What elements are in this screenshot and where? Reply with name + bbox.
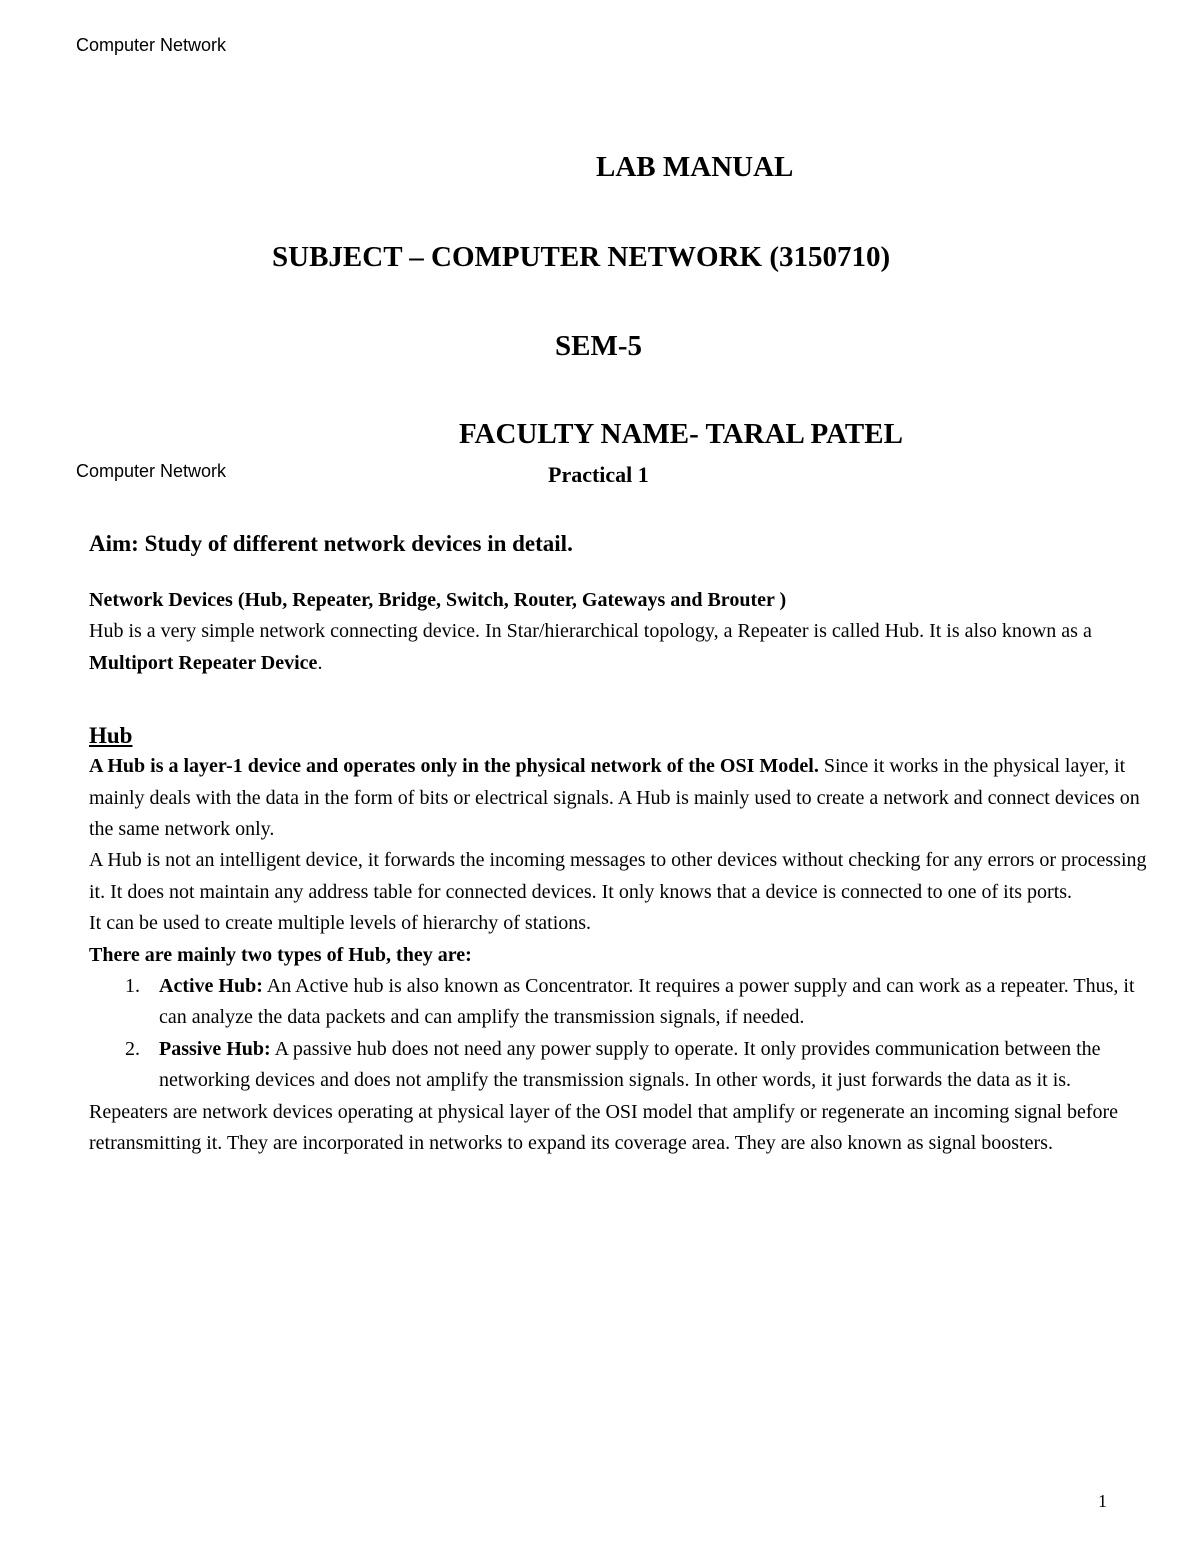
list-number: 2. bbox=[125, 1037, 140, 1060]
devices-intro-bold: Multiport Repeater Device bbox=[89, 651, 318, 674]
repeaters-paragraph: Repeaters are network devices operating at physical layer of the OSI model that amplify or regenerate an incoming signal before retransmitting it. They are incorporated in networks to expand its coverage area. They are also known as signal boosters. bbox=[89, 1100, 1119, 1155]
list-number: 1. bbox=[125, 975, 140, 998]
list-item-text: An Active hub is also known as Concentrator. It requires a power supply and can work as a repeater. Thus, it can analyze the data packets and can amplify the transmission signals, if needed. bbox=[159, 975, 1135, 1029]
page-number: 1 bbox=[1098, 1491, 1107, 1511]
hub-definition-bold: A Hub is a layer-1 device and operates only in the physical network of the OSI Model. bbox=[89, 755, 819, 778]
devices-intro bbox=[89, 616, 1149, 679]
practical-title: Practical 1 bbox=[548, 462, 649, 487]
devices-heading: Network Devices (Hub, Repeater, Bridge, Switch, Router, Gateways and Brouter ) bbox=[89, 589, 787, 611]
devices-intro-end: . bbox=[317, 651, 323, 674]
hub-heading: Hub bbox=[89, 723, 133, 749]
hub-paragraph-3: It can be used to create multiple levels of hierarchy of stations. bbox=[89, 912, 592, 935]
running-header: Computer Network bbox=[76, 35, 227, 55]
hub-types-list bbox=[89, 971, 1149, 1097]
semester-title: SEM-5 bbox=[555, 330, 642, 362]
lab-manual-title: LAB MANUAL bbox=[596, 151, 794, 183]
hub-definition-text: Since it works in the physical layer, it mainly deals with the data in the form of bits or electrical signals. A Hub is mainly used to create a network and connect devices on the same network only. bbox=[89, 755, 1140, 841]
faculty-title: FACULTY NAME- TARAL PATEL bbox=[459, 418, 903, 450]
hub-types-intro: There are mainly two types of Hub, they are: bbox=[89, 943, 472, 966]
list-item-term: Active Hub: bbox=[159, 975, 263, 998]
aim-statement: Aim: Study of different network devices in detail. bbox=[89, 531, 573, 556]
list-item-term: Passive Hub: bbox=[159, 1037, 271, 1060]
subject-title: SUBJECT – COMPUTER NETWORK (3150710) bbox=[272, 241, 891, 273]
running-header-repeat: Computer Network bbox=[76, 461, 227, 481]
hub-paragraph-1 bbox=[89, 751, 1149, 845]
devices-intro-text: Hub is a very simple network connecting device. In Star/hierarchical topology, a Repeater is called Hub. It is also known as a bbox=[89, 620, 1092, 643]
document-body bbox=[89, 585, 1149, 1160]
list-item bbox=[89, 1034, 1149, 1097]
list-item-text: A passive hub does not need any power supply to operate. It only provides communication between the networking devices and does not amplify the transmission signals. In other words, it just forwards the data as it is. bbox=[159, 1037, 1101, 1092]
hub-paragraph-2: A Hub is not an intelligent device, it forwards the incoming messages to other devices without checking for any errors or processing it. It does not maintain any address table for connected devices. It only knows that a device is connected to one of its ports. bbox=[89, 849, 1147, 903]
list-item bbox=[89, 971, 1149, 1034]
